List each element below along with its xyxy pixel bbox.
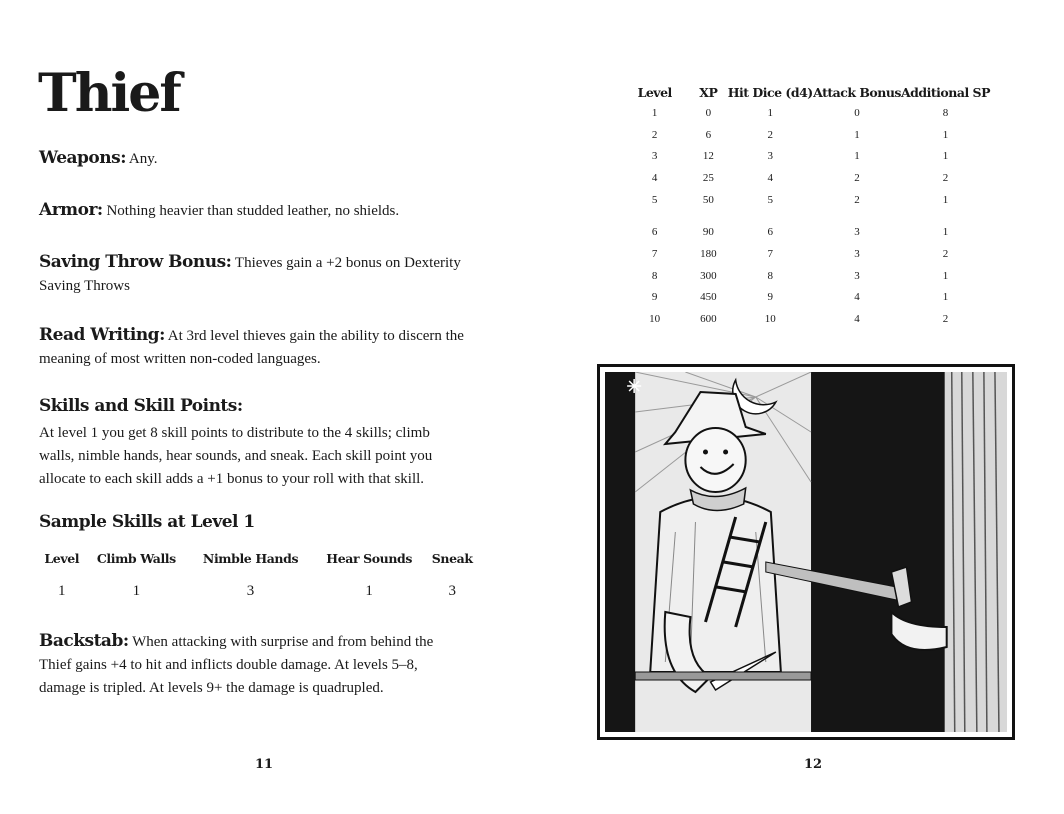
table-cell: 6	[767, 225, 773, 238]
table-cell: 2	[942, 247, 949, 260]
skills-text-1: At level 1 you get 8 skill points to distribute to the 4 skills; climb	[39, 425, 430, 441]
table-cell: 3	[246, 582, 255, 599]
skills-text-3: allocate to each skill adds a +1 bonus to your roll with that skill.	[39, 471, 425, 487]
table-row	[620, 124, 990, 146]
table-cell: 90	[702, 225, 714, 238]
table-cell: 4	[854, 313, 860, 326]
table-cell: 8	[767, 269, 773, 282]
table-cell: 50	[702, 194, 714, 207]
table-cell: 450	[700, 291, 717, 304]
thief-illustration	[597, 364, 1015, 740]
table-cell: 4	[651, 172, 658, 185]
table-header-row	[39, 548, 479, 568]
armor-text: Nothing heavier than studded leather, no shields.	[106, 203, 400, 219]
armor-label: Armor:	[39, 200, 103, 220]
table-cell: 10	[649, 313, 661, 326]
table-row	[620, 265, 990, 287]
weapons-text: Any.	[128, 151, 158, 167]
backstab-text-2: Thief gains +4 to hit and inflicts double damage. At levels 5–8,	[39, 657, 418, 673]
read-writing-text-2: meaning of most written non-coded languages.	[39, 351, 321, 367]
saving-throw-text-2: Saving Throws	[39, 278, 130, 294]
saving-throw-label: Saving Throw Bonus:	[39, 252, 232, 272]
table-cell: 5	[651, 194, 658, 207]
table-cell: 1	[942, 225, 949, 238]
table-cell: 1	[854, 150, 860, 163]
table-cell: 1	[854, 128, 860, 141]
table-cell: 0	[705, 106, 712, 119]
table-cell: 1	[651, 106, 658, 119]
table-row	[620, 146, 990, 168]
backstab-text-3: damage is tripled. At levels 9+ the damage is quadrupled.	[39, 680, 384, 696]
backstab-paragraph	[39, 630, 489, 700]
read-writing-label: Read Writing:	[39, 325, 165, 345]
weapons-label: Weapons:	[39, 148, 126, 168]
read-writing-paragraph	[39, 324, 489, 371]
table-header-row	[620, 82, 990, 102]
table-cell: 1	[132, 582, 141, 599]
table-cell: 3	[448, 582, 456, 599]
column-header: Hear Sounds	[326, 550, 413, 566]
table-cell: 2	[767, 128, 773, 141]
skills-text-2: walls, nimble hands, hear sounds, and sneak. Each skill point you	[39, 448, 433, 464]
column-header: Nimble Hands	[202, 550, 299, 566]
page-title: Thief	[38, 63, 180, 124]
weapons-paragraph	[39, 147, 489, 171]
table-cell: 1	[942, 128, 949, 141]
table-cell: 3	[854, 247, 860, 260]
saving-throw-paragraph	[39, 251, 489, 298]
table-cell: 9	[767, 291, 773, 304]
table-cell: 1	[942, 291, 949, 304]
read-writing-text-1: At 3rd level thieves gain the ability to discern the	[167, 328, 464, 344]
table-cell: 1	[58, 582, 66, 599]
table-row	[39, 568, 479, 614]
table-cell: 600	[700, 313, 717, 326]
table-cell: 1	[942, 194, 949, 207]
table-cell: 0	[854, 106, 860, 119]
table-row	[620, 287, 990, 309]
saving-throw-text-1: Thieves gain a +2 bonus on Dexterity	[234, 255, 461, 271]
table-cell: 300	[700, 269, 717, 282]
table-row	[620, 211, 990, 243]
table-cell: 2	[854, 194, 860, 207]
table-cell: 2	[651, 128, 658, 141]
woodcut-image	[605, 372, 1007, 732]
column-header: Level	[44, 550, 80, 566]
table-row	[620, 243, 990, 265]
table-cell: 1	[942, 150, 949, 163]
skills-heading: Skills and Skill Points:	[39, 396, 243, 416]
table-cell: 3	[854, 225, 860, 238]
table-cell: 12	[702, 150, 714, 163]
table-row	[620, 167, 990, 189]
backstab-label: Backstab:	[39, 631, 129, 651]
backstab-text-1: When attacking with surprise and from behind the	[132, 634, 434, 650]
table-row	[620, 189, 990, 211]
table-cell: 4	[854, 291, 860, 304]
table-cell: 4	[767, 172, 773, 185]
table-cell: 6	[651, 225, 658, 238]
column-header: Attack Bonus	[813, 84, 901, 100]
table-cell: 2	[942, 172, 949, 185]
table-cell: 180	[700, 247, 717, 260]
table-cell: 1	[365, 582, 373, 599]
table-cell: 2	[854, 172, 860, 185]
sample-skills-table	[39, 548, 479, 614]
table-cell: 8	[942, 106, 949, 119]
sample-skills-heading: Sample Skills at Level 1	[39, 512, 255, 532]
table-cell: 3	[767, 150, 773, 163]
column-header: Hit Dice (d4)	[727, 84, 813, 100]
page-number-left: 11	[255, 757, 274, 772]
table-cell: 3	[651, 150, 658, 163]
table-cell: 9	[651, 291, 658, 304]
table-row	[620, 308, 990, 330]
column-header: XP	[699, 84, 718, 100]
table-cell: 6	[705, 128, 712, 141]
table-cell: 2	[942, 313, 949, 326]
table-cell: 5	[767, 194, 773, 207]
column-header: Level	[637, 84, 672, 100]
table-cell: 1	[767, 106, 773, 119]
table-cell: 10	[764, 313, 776, 326]
page-number-right: 12	[804, 757, 823, 772]
table-cell: 1	[942, 269, 949, 282]
table-row	[620, 102, 990, 124]
table-cell: 7	[651, 247, 658, 260]
column-header: Climb Walls	[96, 550, 176, 566]
level-progression-table	[620, 82, 990, 330]
column-header: Additional SP	[900, 84, 990, 100]
column-header: Sneak	[431, 550, 473, 566]
table-cell: 3	[854, 269, 860, 282]
table-cell: 25	[702, 172, 714, 185]
table-cell: 7	[767, 247, 773, 260]
table-cell: 8	[651, 269, 658, 282]
armor-paragraph	[39, 199, 489, 223]
skills-paragraph	[39, 422, 489, 491]
